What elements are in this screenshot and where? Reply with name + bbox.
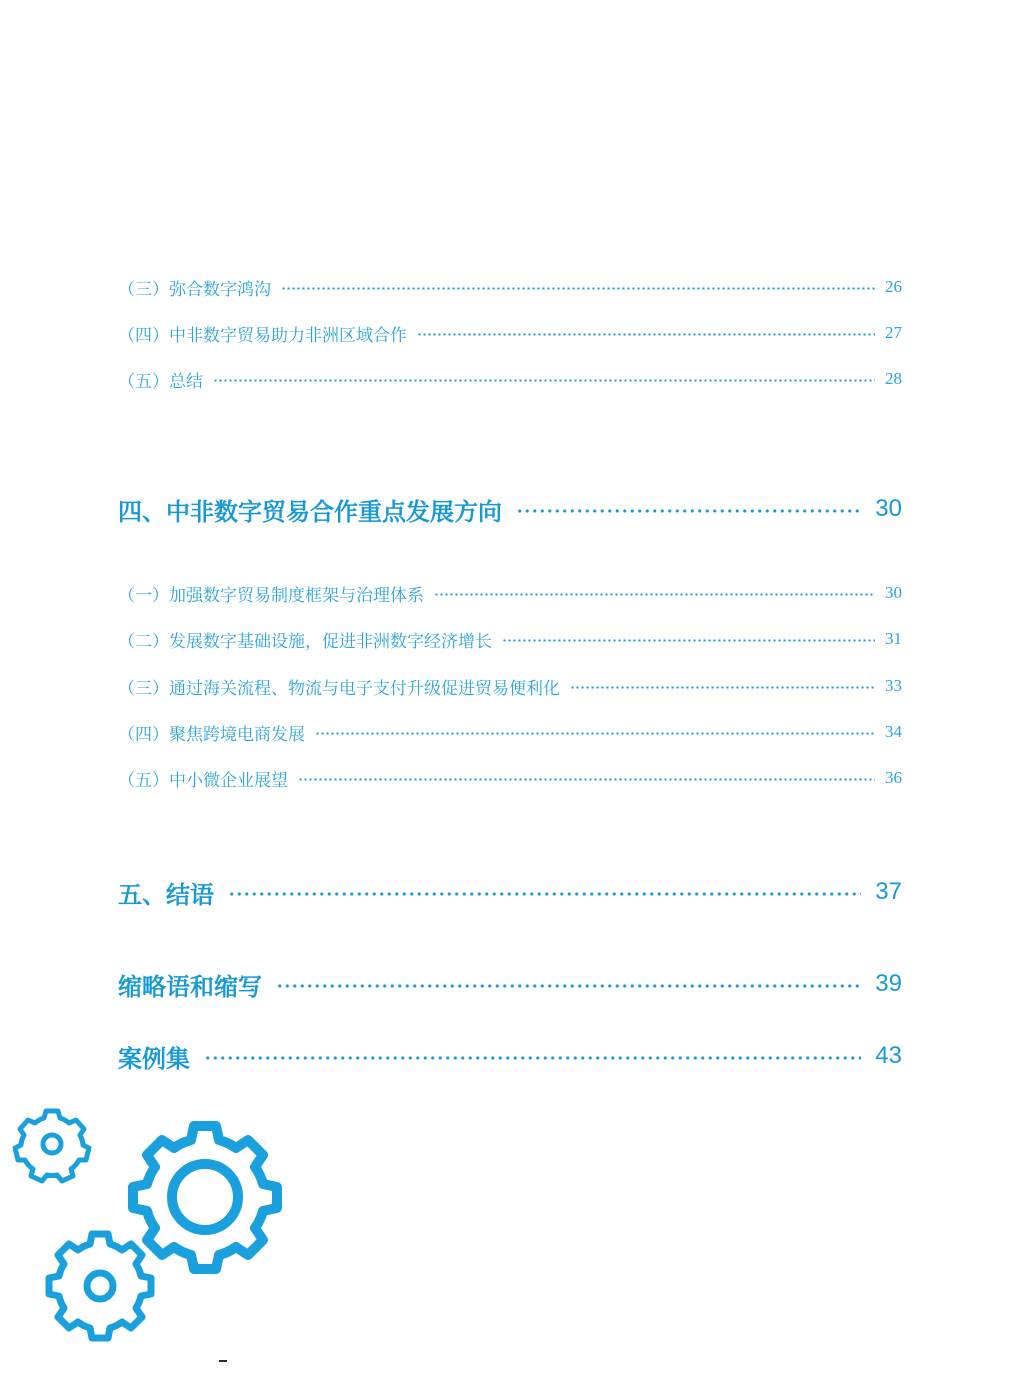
toc-heading-label: 四、中非数字贸易合作重点发展方向 xyxy=(118,497,502,526)
toc-entry-cases[interactable] xyxy=(118,1038,902,1074)
dot-leader xyxy=(570,686,875,689)
dot-leader xyxy=(276,984,861,988)
toc-entry-page: 26 xyxy=(885,277,902,296)
toc-entry-label: （五）中小微企业展望 xyxy=(118,770,288,791)
toc-entry-sec5[interactable] xyxy=(118,874,902,910)
dot-leader xyxy=(315,732,875,735)
toc-entry-sec4-sub3[interactable] xyxy=(118,673,902,699)
toc-entry-label: （二）发展数字基础设施，促进非洲数字经济增长 xyxy=(118,631,492,652)
toc-heading-label: 案例集 xyxy=(118,1044,190,1073)
dot-leader xyxy=(213,379,875,382)
toc-entry-page: 34 xyxy=(885,722,902,741)
dot-leader xyxy=(228,892,861,896)
toc-entry-page: 31 xyxy=(885,629,902,648)
large-gear-icon xyxy=(133,1126,277,1269)
dot-leader xyxy=(434,593,875,596)
dot-leader xyxy=(417,333,875,336)
medium-gear-icon xyxy=(49,1234,151,1338)
dot-leader xyxy=(281,287,875,290)
toc-entry-label: （一）加强数字贸易制度框架与治理体系 xyxy=(118,585,424,606)
page-mark xyxy=(219,1360,227,1362)
dot-leader xyxy=(204,1056,861,1060)
small-gear-icon xyxy=(15,1111,89,1181)
toc-entry-label: （四）聚焦跨境电商发展 xyxy=(118,724,305,745)
dot-leader xyxy=(298,778,875,781)
toc-heading-label: 五、结语 xyxy=(118,880,214,909)
toc-entry-page: 33 xyxy=(885,676,902,695)
toc-heading-page: 37 xyxy=(875,878,902,905)
toc-entry-sec4[interactable] xyxy=(118,491,902,527)
toc-entry-label: （三）弥合数字鸿沟 xyxy=(118,279,271,300)
toc-entry-page: 36 xyxy=(885,768,902,787)
toc-entry-sec3-sub5[interactable] xyxy=(118,366,902,392)
toc-entry-label: （四）中非数字贸易助力非洲区域合作 xyxy=(118,325,407,346)
toc-entry-page: 28 xyxy=(885,369,902,388)
toc-entry-sec3-sub4[interactable] xyxy=(118,320,902,346)
dot-leader xyxy=(516,509,861,513)
gears-icon xyxy=(0,1090,300,1350)
toc-entry-sec4-sub1[interactable] xyxy=(118,580,902,606)
toc-entry-page: 27 xyxy=(885,323,902,342)
toc-entry-sec4-sub2[interactable] xyxy=(118,626,902,652)
toc-entry-abbreviations[interactable] xyxy=(118,966,902,1002)
toc-entry-sec4-sub5[interactable] xyxy=(118,765,902,791)
toc-heading-page: 39 xyxy=(875,970,902,997)
toc-heading-page: 30 xyxy=(875,495,902,522)
toc-entry-page: 30 xyxy=(885,583,902,602)
dot-leader xyxy=(502,639,875,642)
toc-heading-label: 缩略语和缩写 xyxy=(118,972,262,1001)
toc-entry-sec4-sub4[interactable] xyxy=(118,719,902,745)
toc-entry-sec3-sub3[interactable] xyxy=(118,274,902,300)
toc-entry-label: （三）通过海关流程、物流与电子支付升级促进贸易便利化 xyxy=(118,678,560,699)
toc-entry-label: （五）总结 xyxy=(118,371,203,392)
toc-heading-page: 43 xyxy=(875,1042,902,1069)
